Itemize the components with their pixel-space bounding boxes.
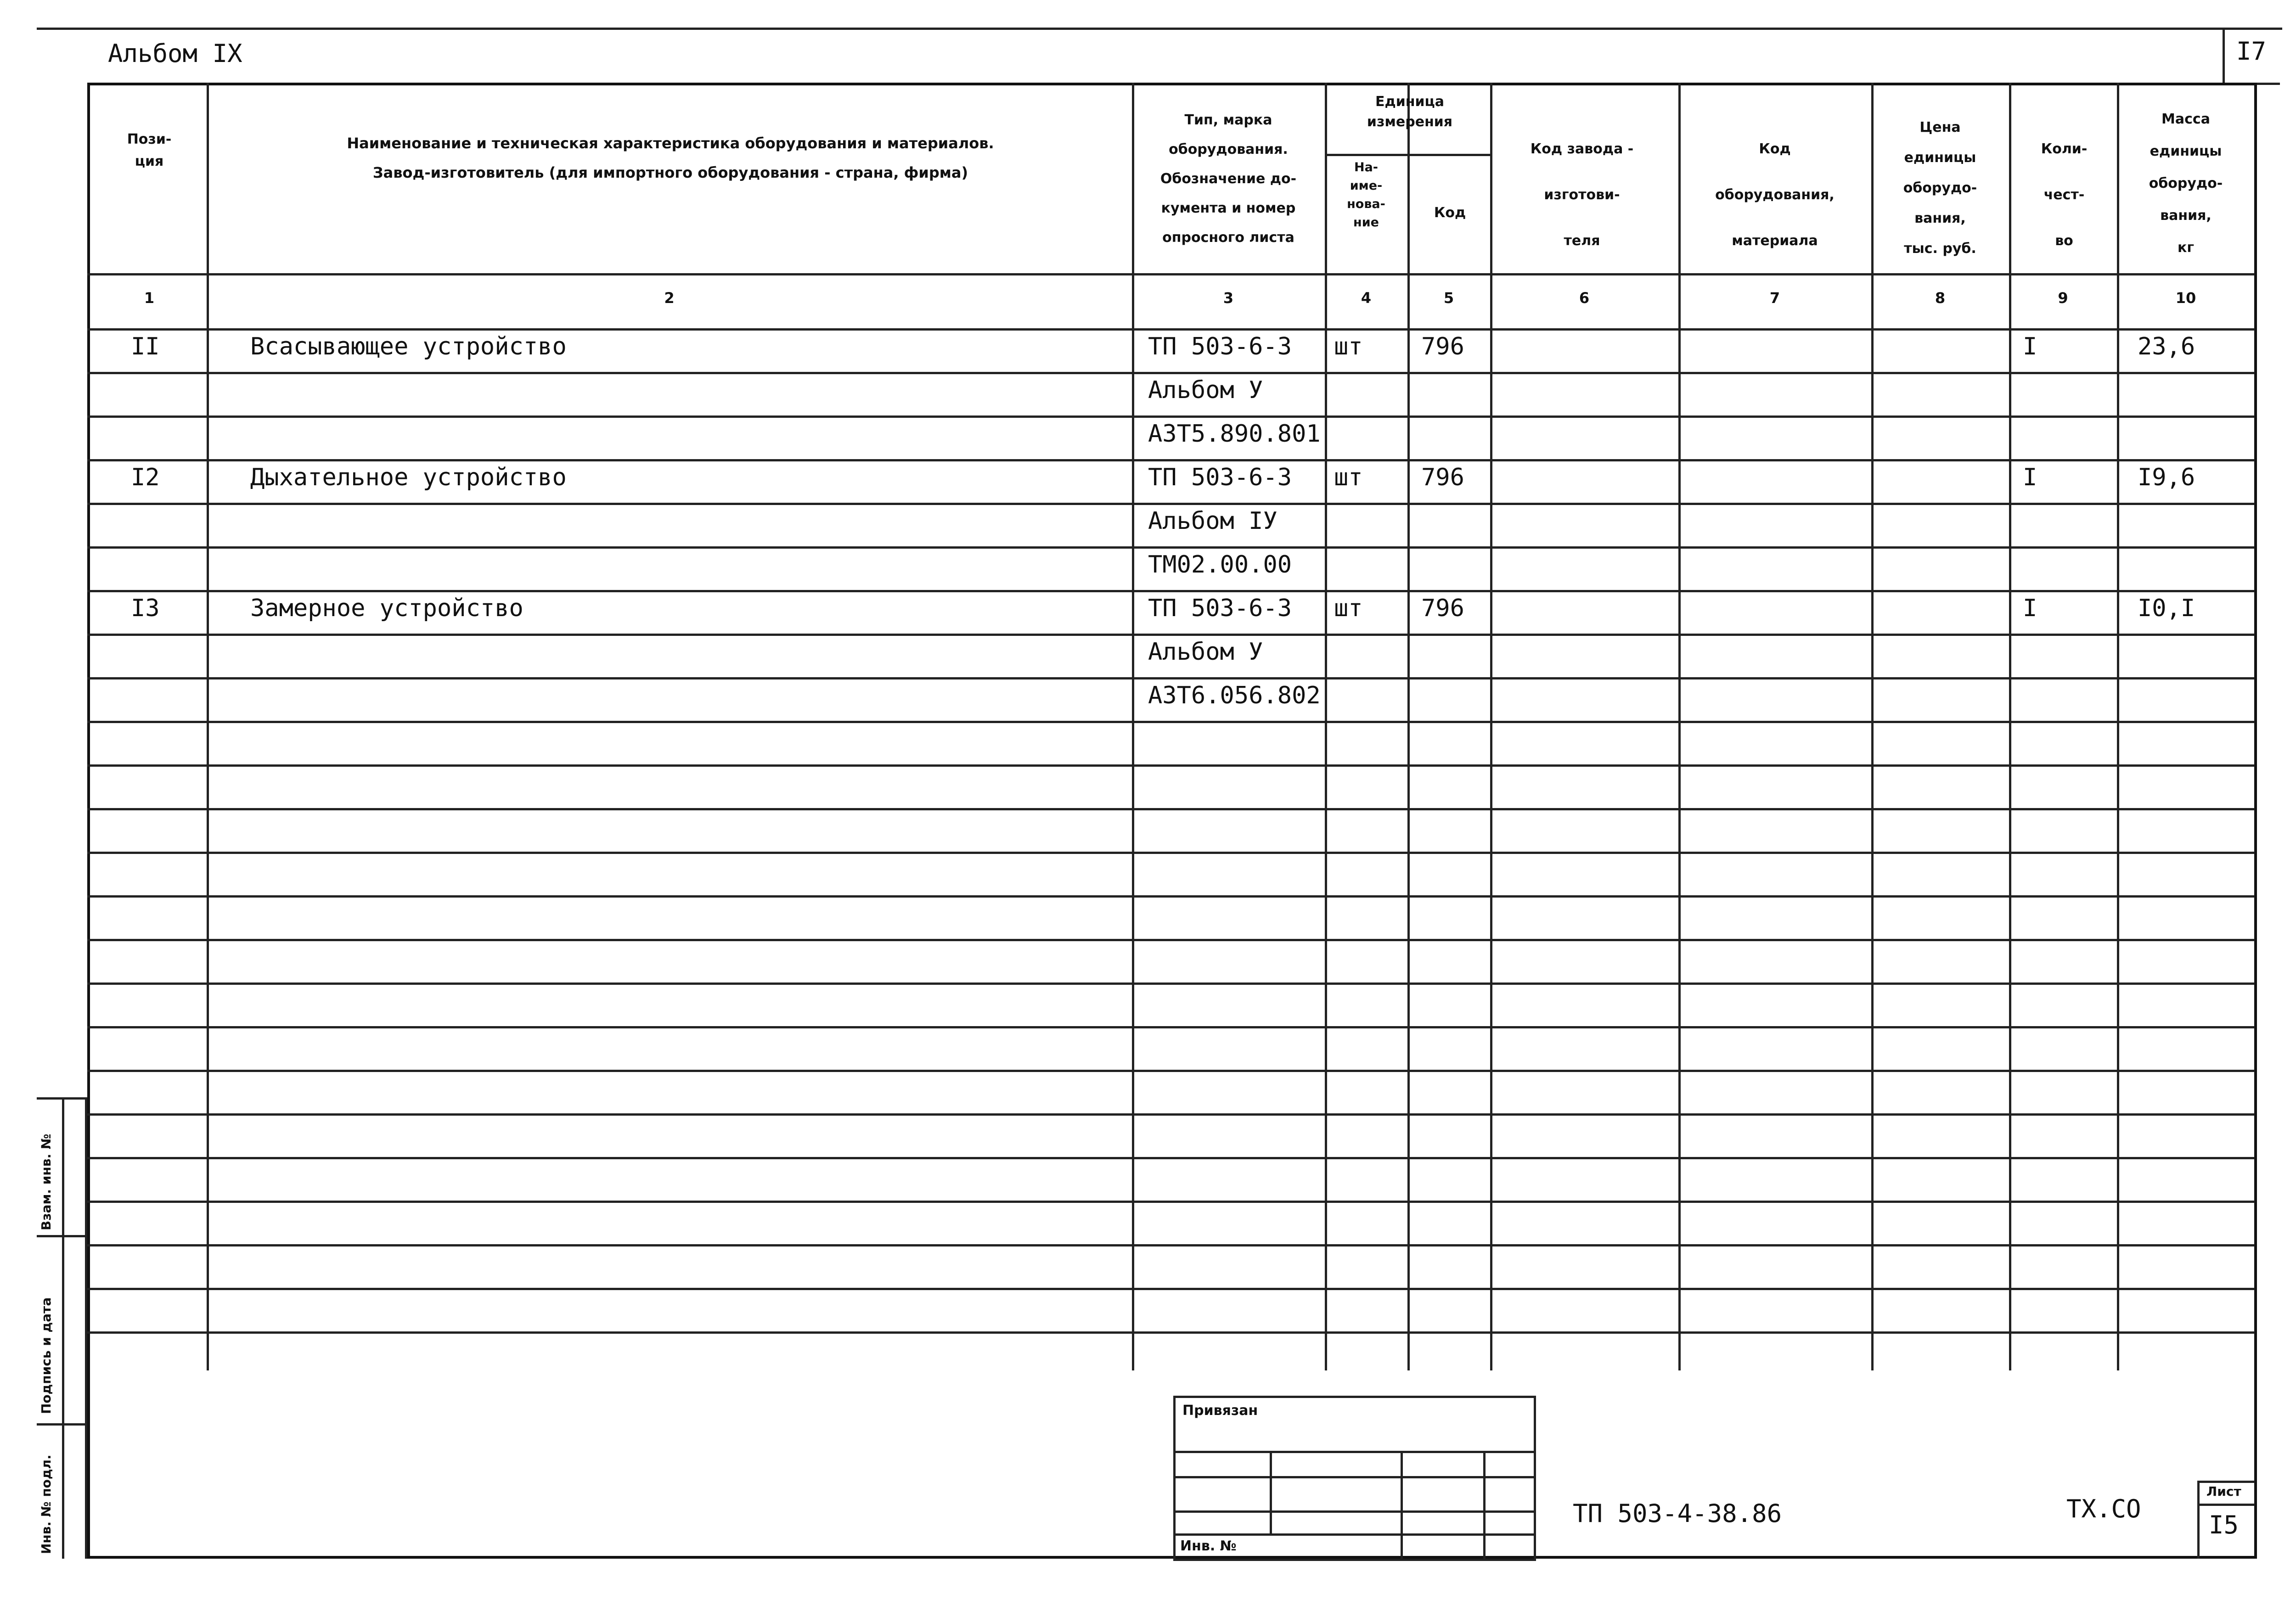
col-number-1: 1 <box>144 289 155 307</box>
table-cell-type: Альбом У <box>1148 376 1263 404</box>
col-number-9: 9 <box>2058 289 2068 307</box>
stamp-line-4 <box>1173 1533 1536 1536</box>
table-row-divider <box>87 634 2255 636</box>
stamp-inv-label: Инв. № <box>1180 1538 1237 1554</box>
table-row-divider <box>87 677 2255 679</box>
table-cell-name: Замерное устройство <box>250 595 523 622</box>
stamp-vline-2 <box>1401 1451 1403 1561</box>
table-cell-type: ТП 503-6-3 <box>1148 333 1292 360</box>
side-label-podpis: Подпись и дата <box>39 1297 54 1414</box>
table-row-divider <box>87 1331 2255 1334</box>
stamp-line-3 <box>1173 1510 1536 1513</box>
album-label: Альбом IX <box>108 39 242 68</box>
table-row-divider <box>87 895 2255 898</box>
table-row-divider <box>87 808 2255 810</box>
sheet-number-top: I7 <box>2236 37 2267 66</box>
table-cell-pos: II <box>131 333 160 360</box>
table-row-divider <box>87 273 2255 275</box>
col-number-5: 5 <box>1443 289 1454 307</box>
col-number-2: 2 <box>664 289 675 307</box>
table-cell-qty: I <box>2023 595 2037 622</box>
table-cell-code: 796 <box>1421 333 1464 360</box>
table-row-divider <box>87 1201 2255 1203</box>
header-name: Наименование и техническая характеристика оборудования и материалов. Завод-изготовитель (для импортного оборудования - страна, фирма) <box>347 135 994 181</box>
table-row-divider <box>87 1113 2255 1116</box>
side-label-vzam: Взам. инв. № <box>39 1134 54 1230</box>
table-row-divider <box>87 415 2255 418</box>
col-number-4: 4 <box>1361 289 1372 307</box>
table-row-divider <box>87 1070 2255 1072</box>
table-row-divider <box>87 852 2255 854</box>
table-col-divider <box>2009 83 2011 1370</box>
table-row-divider <box>87 1244 2255 1246</box>
header-unit-name: На- име- нова- ние <box>1347 160 1385 230</box>
table-col-divider <box>1871 83 1874 1370</box>
table-cell-type: ТП 503-6-3 <box>1148 595 1292 622</box>
table-cell-type: АЗТ5.890.801 <box>1148 420 1321 448</box>
table-col-divider <box>1490 83 1492 1370</box>
table-cell-name: Всасывающее устройство <box>250 333 567 360</box>
col-number-10: 10 <box>2175 289 2196 307</box>
header-factory-code: Код завода - изготови- теля <box>1530 141 1634 249</box>
table-row-divider <box>87 1288 2255 1290</box>
table-row-divider <box>87 1026 2255 1028</box>
table-row-divider <box>87 939 2255 941</box>
stamp-privyazan-box <box>1173 1396 1536 1561</box>
stamp-line-1 <box>1173 1451 1536 1453</box>
header-mass: Масса единицы оборудо- вания, кг <box>2149 111 2223 256</box>
table-cell-mass: 23,6 <box>2138 333 2195 360</box>
list-number: I5 <box>2209 1510 2239 1539</box>
table-cell-unit: шт <box>1334 595 1363 622</box>
table-col-divider <box>2117 83 2119 1370</box>
col-number-3: 3 <box>1223 289 1234 307</box>
table-cell-pos: I2 <box>131 464 160 491</box>
header-quantity: Коли- чест- во <box>2041 141 2088 249</box>
table-cell-type: ТП 503-6-3 <box>1148 464 1292 491</box>
table-row-divider <box>87 1157 2255 1159</box>
doc-code: ТХ.СО <box>2066 1494 2141 1523</box>
table-row-divider <box>87 459 2255 461</box>
table-cell-name: Дыхательное устройство <box>250 464 567 491</box>
stamp-privyazan-label: Привязан <box>1182 1403 1258 1419</box>
table-cell-pos: I3 <box>131 595 160 622</box>
side-label-inv-podl: Инв. № подл. <box>39 1454 54 1554</box>
col-number-7: 7 <box>1769 289 1780 307</box>
header-unit: Единица измерения <box>1367 94 1453 130</box>
table-row-divider <box>87 503 2255 505</box>
table-col-divider <box>207 83 209 1370</box>
table-cell-type: Альбом У <box>1148 638 1263 666</box>
col-number-8: 8 <box>1935 289 1946 307</box>
table-cell-unit: шт <box>1334 464 1363 491</box>
table-cell-mass: I0,I <box>2138 595 2195 622</box>
table-row-divider <box>87 982 2255 985</box>
table-col-divider <box>1678 83 1681 1370</box>
unit-subheader-line <box>1325 154 1490 156</box>
table-row-divider <box>87 721 2255 723</box>
header-equipment-code: Код оборудования, материала <box>1715 141 1835 249</box>
table-cell-type: ТМ02.00.00 <box>1148 551 1292 578</box>
top-rule <box>37 28 2282 30</box>
table-row-divider <box>87 372 2255 374</box>
header-position: Пози- ция <box>127 131 172 169</box>
col-number-6: 6 <box>1579 289 1590 307</box>
table-cell-mass: I9,6 <box>2138 464 2195 491</box>
table-cell-code: 796 <box>1421 464 1464 491</box>
header-price: Цена единицы оборудо- вания, тыс. руб. <box>1903 119 1977 257</box>
list-box-divider <box>2197 1504 2255 1506</box>
table-row-divider <box>87 328 2255 331</box>
table-col-divider <box>1325 83 1327 1370</box>
table-row-divider <box>87 590 2255 592</box>
table-cell-qty: I <box>2023 464 2037 491</box>
table-col-divider <box>1407 83 1410 1370</box>
side-strip-inner <box>62 1097 64 1559</box>
table-cell-code: 796 <box>1421 595 1464 622</box>
stamp-line-2 <box>1173 1476 1536 1478</box>
table-row-divider <box>87 546 2255 549</box>
table-cell-qty: I <box>2023 333 2037 360</box>
table-cell-unit: шт <box>1334 333 1363 360</box>
list-label: Лист <box>2206 1484 2241 1499</box>
table-cell-type: Альбом IУ <box>1148 507 1277 535</box>
stamp-vline-1 <box>1270 1451 1272 1533</box>
table-cell-type: АЗТ6.056.802 <box>1148 682 1321 709</box>
doc-number: ТП 503-4-38.86 <box>1573 1499 1782 1528</box>
table-row-divider <box>87 764 2255 767</box>
header-unit-code: Код <box>1434 205 1466 221</box>
table-col-divider <box>1132 83 1134 1370</box>
header-type: Тип, марка оборудования. Обозначение до- кумента и номер опросного листа <box>1160 112 1297 246</box>
stamp-vline-3 <box>1483 1451 1486 1561</box>
